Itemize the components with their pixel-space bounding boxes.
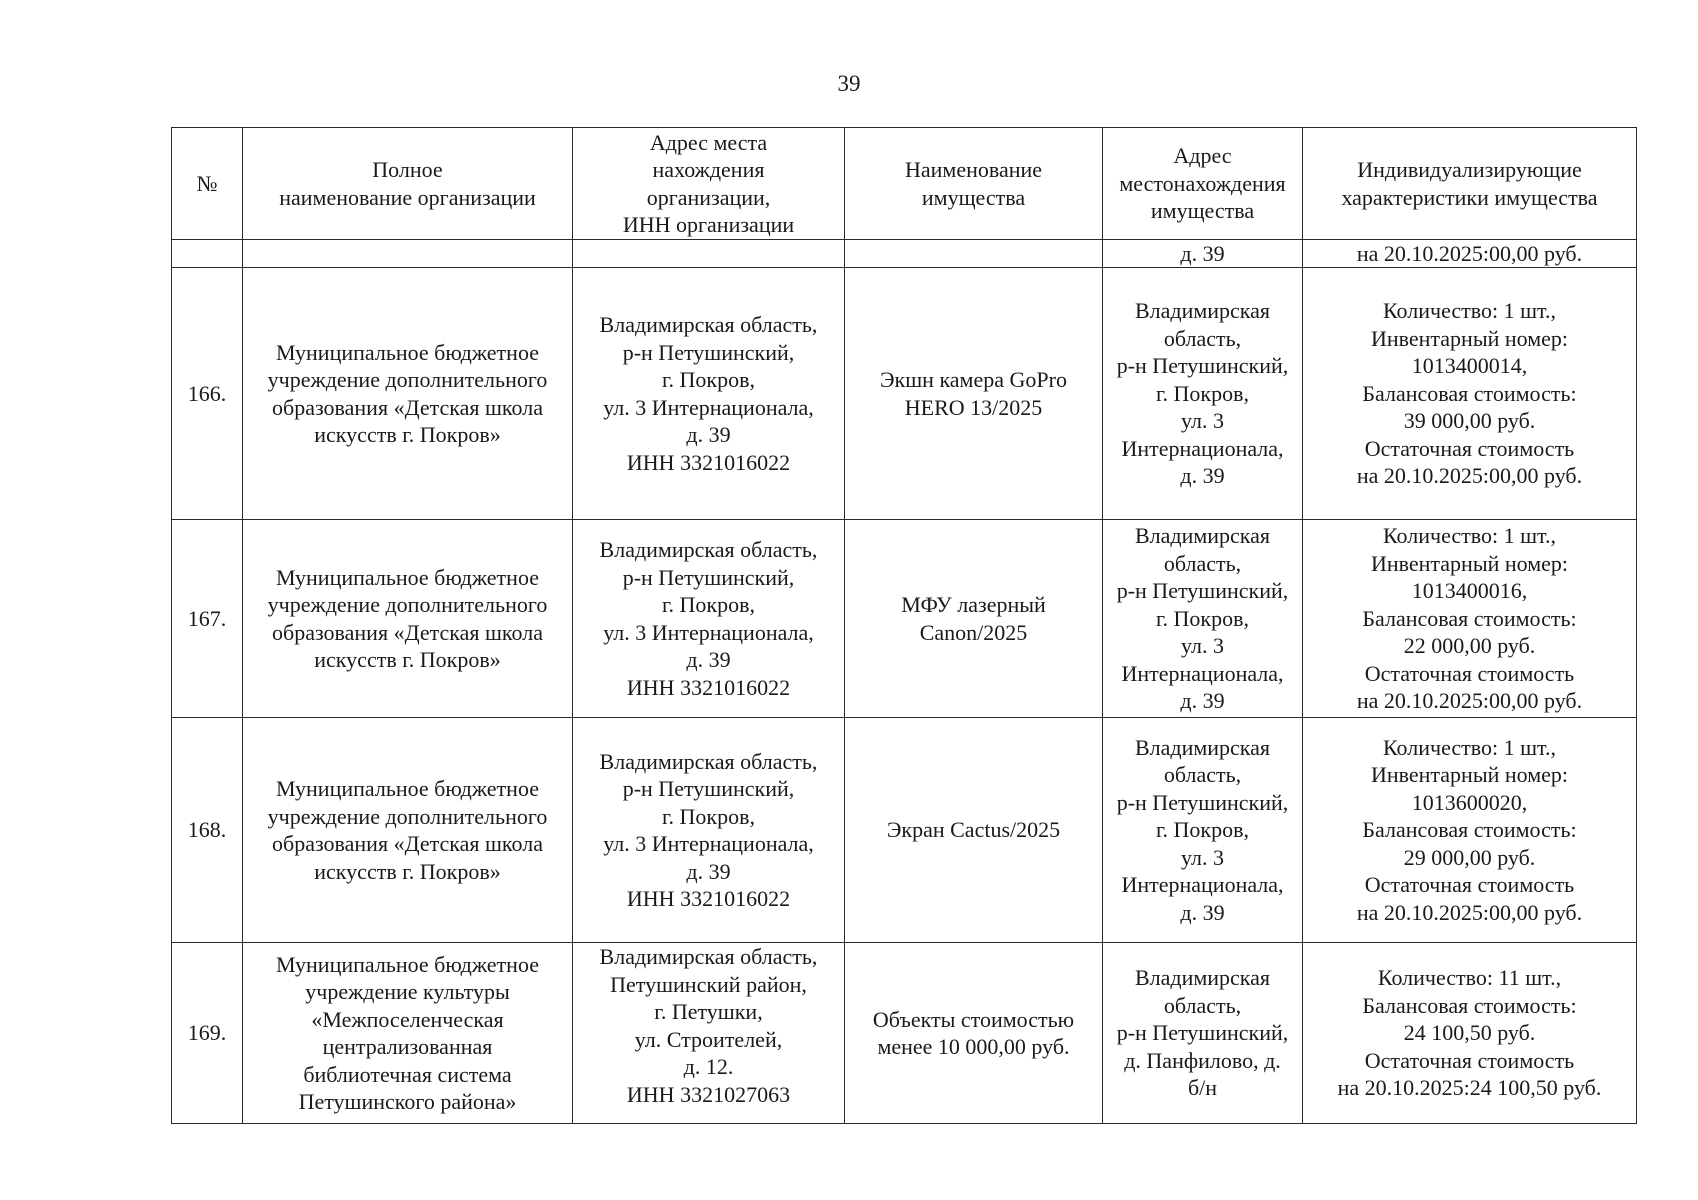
table-row-continuation <box>172 240 1637 268</box>
cell-property-name <box>845 240 1103 268</box>
cell-property-name: Объекты стоимостью менее 10 000,00 руб. <box>845 943 1103 1124</box>
table-row <box>172 520 1637 718</box>
cell-org-name <box>243 240 573 268</box>
cell-number <box>172 240 243 268</box>
header-characteristics: Индивидуализирующие характеристики имущества <box>1303 128 1637 240</box>
cell-property-name: Экшн камера GoPro HERO 13/2025 <box>845 268 1103 520</box>
table-row <box>172 943 1637 1124</box>
header-org-name: Полное наименование организации <box>243 128 573 240</box>
cell-org-address: Владимирская область, р-н Петушинский, г. Покров, ул. 3 Интернационала, д. 39 ИНН 3321016022 <box>573 520 845 718</box>
table-row <box>172 718 1637 943</box>
table-header-row <box>172 128 1637 240</box>
cell-property-name: МФУ лазерный Canon/2025 <box>845 520 1103 718</box>
cell-characteristics: на 20.10.2025:00,00 руб. <box>1303 240 1637 268</box>
cell-characteristics: Количество: 11 шт., Балансовая стоимость: 24 100,50 руб. Остаточная стоимость на 20.10.2025:24 100,50 руб. <box>1303 943 1637 1124</box>
header-org-address: Адрес места нахождения организации, ИНН организации <box>573 128 845 240</box>
cell-org-name: Муниципальное бюджетное учреждение дополнительного образования «Детская школа искусств г. Покров» <box>243 718 573 943</box>
cell-property-address: Владимирская область, р-н Петушинский, г. Покров, ул. 3 Интернационала, д. 39 <box>1103 268 1303 520</box>
cell-property-address: Владимирская область, р-н Петушинский, г. Покров, ул. 3 Интернационала, д. 39 <box>1103 520 1303 718</box>
header-property-address: Адрес местонахождения имущества <box>1103 128 1303 240</box>
cell-property-name: Экран Cactus/2025 <box>845 718 1103 943</box>
cell-number: 168. <box>172 718 243 943</box>
cell-org-name: Муниципальное бюджетное учреждение дополнительного образования «Детская школа искусств г. Покров» <box>243 268 573 520</box>
cell-org-address: Владимирская область, р-н Петушинский, г. Покров, ул. 3 Интернационала, д. 39 ИНН 3321016022 <box>573 268 845 520</box>
cell-characteristics: Количество: 1 шт., Инвентарный номер: 1013600020, Балансовая стоимость: 29 000,00 руб. Остаточная стоимость на 20.10.2025:00,00 руб. <box>1303 718 1637 943</box>
cell-org-address <box>573 240 845 268</box>
cell-number: 166. <box>172 268 243 520</box>
cell-property-address: Владимирская область, р-н Петушинский, г. Покров, ул. 3 Интернационала, д. 39 <box>1103 718 1303 943</box>
cell-property-address: Владимирская область, р-н Петушинский, д. Панфилово, д. б/н <box>1103 943 1303 1124</box>
cell-org-address: Владимирская область, Петушинский район, г. Петушки, ул. Строителей, д. 12. ИНН 3321027063 <box>573 943 845 1124</box>
page-number: 39 <box>837 71 861 96</box>
header-number: № <box>172 128 243 240</box>
cell-property-address: д. 39 <box>1103 240 1303 268</box>
cell-characteristics: Количество: 1 шт., Инвентарный номер: 1013400014, Балансовая стоимость: 39 000,00 руб. Остаточная стоимость на 20.10.2025:00,00 руб. <box>1303 268 1637 520</box>
cell-number: 167. <box>172 520 243 718</box>
cell-number: 169. <box>172 943 243 1124</box>
table-row <box>172 268 1637 520</box>
cell-characteristics: Количество: 1 шт., Инвентарный номер: 1013400016, Балансовая стоимость: 22 000,00 руб. Остаточная стоимость на 20.10.2025:00,00 руб. <box>1303 520 1637 718</box>
header-property-name: Наименование имущества <box>845 128 1103 240</box>
cell-org-name: Муниципальное бюджетное учреждение культуры «Межпоселенческая централизованная библиотечная система Петушинского района» <box>243 943 573 1124</box>
cell-org-name: Муниципальное бюджетное учреждение дополнительного образования «Детская школа искусств г. Покров» <box>243 520 573 718</box>
property-register-table <box>171 127 1637 1124</box>
cell-org-address: Владимирская область, р-н Петушинский, г. Покров, ул. 3 Интернационала, д. 39 ИНН 3321016022 <box>573 718 845 943</box>
